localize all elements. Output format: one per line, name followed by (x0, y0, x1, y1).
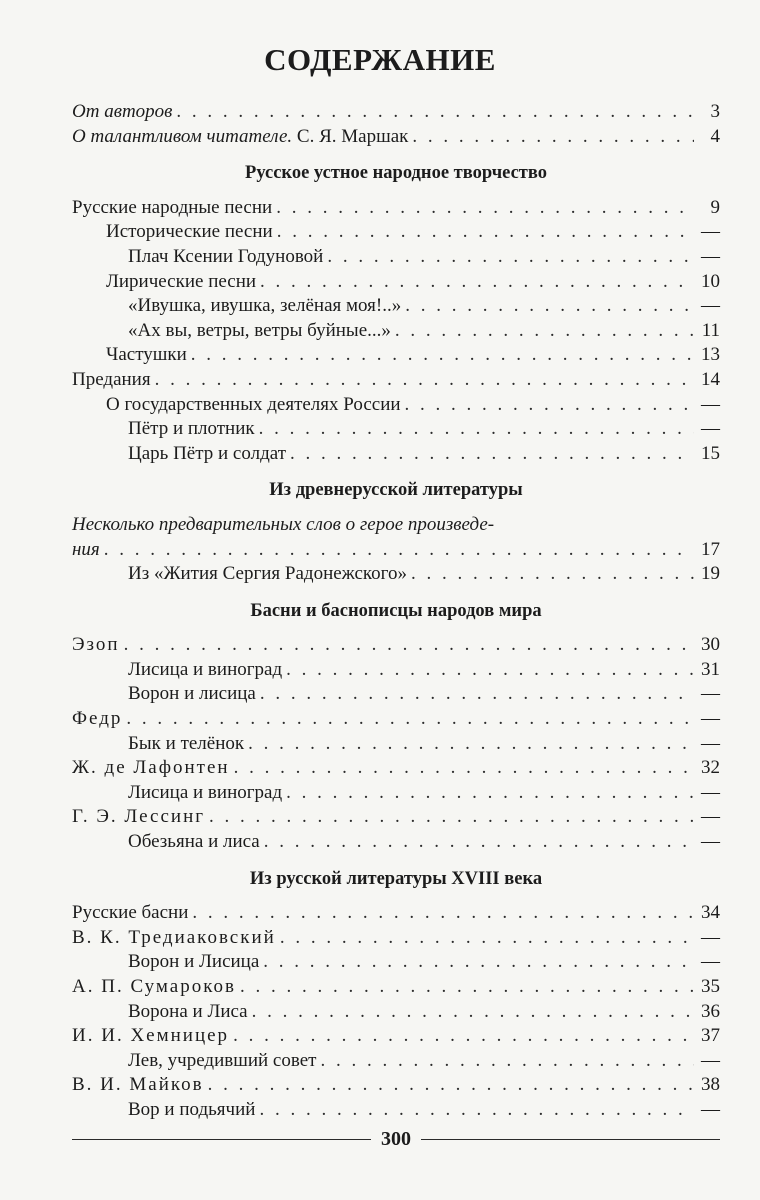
toc-page-number: 31 (701, 658, 720, 680)
toc-entry-title (128, 1098, 255, 1123)
dot-leader (320, 1049, 694, 1074)
toc-entry-text: Бык и телёнок (128, 732, 245, 754)
toc-entry-text: Лирические песни (106, 270, 257, 292)
toc-page-number: — (701, 732, 720, 754)
toc-entry[interactable] (72, 442, 720, 467)
toc-entry-text: В. И. Майков (72, 1074, 204, 1096)
toc-page-number: — (701, 1049, 720, 1071)
toc-entry[interactable] (72, 756, 720, 781)
toc-entry[interactable] (72, 125, 720, 150)
toc-page-number: 32 (701, 757, 720, 779)
toc-entry[interactable] (72, 1049, 720, 1074)
dot-leader (263, 950, 694, 975)
toc-entry-text: Русские народные песни (72, 196, 273, 218)
toc-entry-title (72, 125, 408, 150)
toc-entry-text: Лисица и виноград (128, 658, 283, 680)
dot-leader (264, 830, 694, 855)
toc-entry-text: Вор и подьячий (128, 1098, 256, 1120)
toc-entry[interactable] (72, 901, 720, 926)
toc-entry-title (128, 781, 282, 806)
section-heading: Из древнерусской литературы (269, 480, 523, 501)
dot-leader (259, 1098, 694, 1123)
toc-entry-title (128, 417, 255, 442)
page-footer (72, 1128, 720, 1151)
dot-leader (234, 756, 694, 781)
toc-page-number: 19 (701, 563, 720, 585)
toc-entry-text: Эзоп (72, 634, 120, 656)
toc-entry-text: «Ивушка, ивушка, зелёная моя!..» (128, 295, 402, 317)
toc-entry[interactable] (72, 633, 720, 658)
dot-leader (395, 319, 694, 344)
toc-entry[interactable] (72, 220, 720, 245)
toc-entry[interactable] (72, 100, 720, 125)
toc-page-number: — (701, 708, 720, 730)
table-of-contents (72, 100, 720, 1123)
dot-leader (276, 196, 694, 221)
toc-entry-text: О талантливом читателе. (72, 125, 293, 147)
toc-entry[interactable] (72, 393, 720, 418)
toc-entry-text: Русские басни (72, 902, 189, 924)
toc-entry-line (72, 513, 720, 538)
toc-entry-title (72, 100, 172, 125)
dot-leader (260, 270, 694, 295)
toc-entry[interactable] (72, 343, 720, 368)
toc-page-number: 3 (710, 101, 720, 122)
toc-page-number: 15 (701, 442, 720, 464)
toc-entry-title (128, 294, 401, 319)
toc-entry-text: С. Я. Маршак (292, 125, 409, 147)
dot-leader (126, 707, 694, 732)
toc-entry[interactable] (72, 319, 720, 344)
toc-entry-text: Пётр и плотник (128, 418, 255, 440)
toc-entry-text: Обезьяна и лиса (128, 831, 260, 853)
toc-page-number: — (701, 683, 720, 705)
dot-leader (405, 393, 694, 418)
dot-leader (260, 682, 694, 707)
toc-entry-text: И. И. Хемницер (72, 1025, 230, 1047)
dot-leader (155, 368, 694, 393)
dot-leader (412, 125, 694, 150)
dot-leader (411, 562, 694, 587)
toc-entry-title (128, 950, 259, 975)
toc-page-number: 13 (701, 344, 720, 366)
footer-rule-right (421, 1139, 720, 1141)
toc-entry-title (128, 245, 323, 270)
toc-entry-title (72, 1073, 204, 1098)
toc-entry-title (72, 1024, 229, 1049)
toc-entry-text: Лев, учредивший совет (128, 1049, 317, 1071)
footer-rule-left (72, 1139, 371, 1141)
toc-page-number: — (701, 806, 720, 828)
toc-entry-title (72, 926, 276, 951)
toc-page-number: 37 (701, 1025, 720, 1047)
toc-entry[interactable] (72, 1073, 720, 1098)
dot-leader (259, 417, 694, 442)
toc-entry-text: «Ах вы, ветры, ветры буйные...» (128, 319, 391, 341)
toc-entry-title (106, 393, 401, 418)
dot-leader (248, 732, 694, 757)
toc-page-number: — (701, 781, 720, 803)
dot-leader (192, 901, 694, 926)
toc-entry[interactable] (72, 658, 720, 683)
toc-entry-title (106, 343, 187, 368)
dot-leader (252, 1000, 694, 1025)
toc-entry-title (106, 270, 256, 295)
toc-entry-title (128, 658, 282, 683)
toc-entry-title (128, 732, 244, 757)
toc-entry-text: Ж. де Лафонтен (72, 757, 230, 779)
toc-entry[interactable] (72, 707, 720, 732)
toc-page-number: 35 (701, 976, 720, 997)
toc-entry-title (128, 682, 256, 707)
toc-page-number: — (701, 831, 720, 853)
toc-entry[interactable] (72, 805, 720, 830)
toc-page-number: — (701, 221, 720, 243)
toc-page-number: 14 (701, 368, 720, 390)
toc-entry-title (106, 220, 273, 245)
toc-entry[interactable] (72, 975, 720, 1000)
toc-page-number: — (701, 1098, 720, 1120)
toc-page-number: 36 (701, 1000, 720, 1022)
toc-entry-text: ния (72, 538, 100, 560)
dot-leader (240, 975, 694, 1000)
dot-leader (327, 245, 694, 270)
toc-page-number: — (701, 926, 720, 948)
section-heading: Басни и баснописцы народов мира (250, 600, 542, 621)
dot-leader (104, 538, 694, 563)
toc-entry[interactable] (72, 1024, 720, 1049)
toc-entry-title (128, 442, 286, 467)
toc-page-number: 10 (701, 270, 720, 292)
toc-page-number: — (701, 418, 720, 440)
toc-page-number: — (701, 951, 720, 973)
toc-entry[interactable] (72, 950, 720, 975)
toc-entry[interactable] (72, 368, 720, 393)
toc-entry-title (72, 975, 236, 1000)
toc-entry-text: От авторов (72, 101, 173, 122)
dot-leader (209, 805, 694, 830)
toc-entry-text: Плач Ксении Годуновой (128, 245, 324, 267)
toc-entry-title (72, 901, 188, 926)
toc-entry[interactable] (72, 294, 720, 319)
page-number: 300 (381, 1128, 411, 1150)
toc-entry-title (128, 830, 260, 855)
toc-entry-title (72, 538, 100, 563)
toc-entry-title (72, 756, 230, 781)
toc-entry-text: Ворон и лисица (128, 683, 256, 705)
toc-entry-text: А. П. Сумароков (72, 976, 236, 997)
toc-entry-text: В. К. Тредиаковский (72, 926, 276, 948)
dot-leader (286, 781, 694, 806)
toc-entry[interactable] (72, 1000, 720, 1025)
toc-page-number: — (701, 245, 720, 267)
toc-page-number: 11 (701, 319, 720, 341)
toc-entry-text: Царь Пётр и солдат (128, 442, 287, 464)
toc-page-number: 9 (710, 196, 720, 218)
toc-entry-text: Несколько предварительных слов о герое произведе- (72, 513, 495, 535)
toc-entry[interactable] (72, 1098, 720, 1123)
toc-entry[interactable] (72, 562, 720, 587)
toc-entry-title (128, 319, 391, 344)
dot-leader (405, 294, 694, 319)
toc-entry-text: Лисица и виноград (128, 781, 283, 803)
toc-page-number: — (701, 295, 720, 317)
toc-entry[interactable] (72, 538, 720, 563)
toc-entry-title (72, 633, 120, 658)
toc-page-number: — (701, 393, 720, 415)
toc-entry[interactable] (72, 682, 720, 707)
dot-leader (280, 926, 694, 951)
toc-entry[interactable] (72, 830, 720, 855)
toc-entry-text: Частушки (106, 344, 187, 366)
dot-leader (286, 658, 694, 683)
toc-entry[interactable] (72, 926, 720, 951)
toc-entry-title (72, 805, 205, 830)
toc-page-number: 30 (701, 634, 720, 656)
toc-page-number: 34 (701, 902, 720, 924)
toc-entry[interactable] (72, 781, 720, 806)
toc-entry-text: Федр (72, 708, 123, 730)
toc-entry[interactable] (72, 196, 720, 221)
toc-entry-text: Исторические песни (106, 221, 273, 243)
page-title: СОДЕРЖАНИЕ (264, 42, 496, 77)
dot-leader (124, 633, 694, 658)
dot-leader (176, 100, 694, 125)
toc-entry[interactable] (72, 245, 720, 270)
toc-entry[interactable] (72, 417, 720, 442)
toc-entry-text: О государственных деятелях России (106, 393, 401, 415)
toc-entry[interactable] (72, 270, 720, 295)
toc-entry-text: Ворона и Лиса (128, 1000, 248, 1022)
toc-entry-title (72, 196, 272, 221)
dot-leader (290, 442, 694, 467)
toc-entry-text: Из «Жития Сергия Радонежского» (128, 563, 407, 585)
toc-entry-text: Ворон и Лисица (128, 951, 260, 973)
toc-entry-text: Г. Э. Лессинг (72, 806, 206, 828)
toc-entry-title (128, 1049, 316, 1074)
toc-page-number: 38 (701, 1074, 720, 1096)
toc-entry[interactable] (72, 732, 720, 757)
toc-entry-text: Предания (72, 368, 151, 390)
toc-page-number: 17 (701, 538, 720, 560)
toc-entry-title (128, 562, 407, 587)
section-heading: Русское устное народное творчество (245, 163, 547, 184)
toc-page-number: 4 (710, 125, 720, 147)
toc-entry-title (72, 368, 151, 393)
dot-leader (208, 1073, 694, 1098)
toc-entry-title (72, 707, 122, 732)
dot-leader (191, 343, 694, 368)
section-heading: Из русской литературы XVIII века (249, 868, 543, 889)
dot-leader (233, 1024, 694, 1049)
toc-entry-title (128, 1000, 248, 1025)
dot-leader (277, 220, 694, 245)
